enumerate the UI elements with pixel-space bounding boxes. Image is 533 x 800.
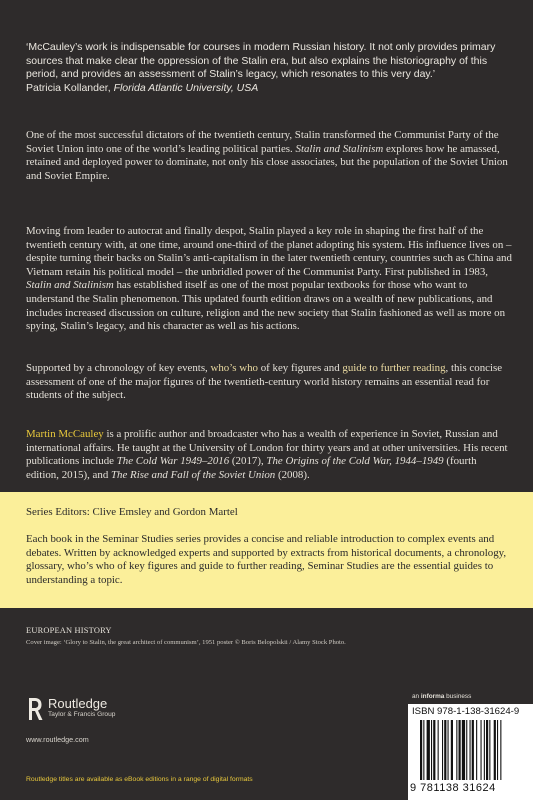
barcode-bar — [431, 720, 432, 780]
barcode-bars — [420, 720, 530, 782]
description-paragraph-1: One of the most successful dictators of the twentieth century, Stalin transformed the Communist Party of the Soviet Union into one of the world’s leading political parties. Stalin and Stalinism explores how he amassed, retained and deployed power to dominate, not only his close associates, but the population of the Soviet Union and Soviet Empire. — [26, 129, 508, 182]
author-bio: Martin McCauley is a prolific author and broadcaster who has a wealth of experience in Soviet, Russian and international affairs. He taught at the University of London for thirty years and at other universities. His recent publications include The Cold War 1949–2016 (2017), The Origins of the Cold War, 1944–1949 (fourth edition, 2015), and The Rise and Fall of the Soviet Union (2008). — [26, 428, 508, 481]
routledge-r-icon — [26, 696, 44, 722]
barcode-bar — [470, 720, 471, 780]
barcode-bar — [444, 720, 446, 780]
barcode-bar — [494, 720, 496, 780]
footer-area — [0, 608, 533, 800]
barcode-bar — [472, 720, 474, 780]
series-description: Each book in the Seminar Studies series provides a concise and reliable introduction to complex events and debates. Written by acknowledged experts and supported by extracts from historical documents, a chronology, glossary, who’s who of key figures and guide to further reading, Seminar Studies are the essential guides to understanding a topic. — [26, 533, 507, 586]
series-info-box — [0, 492, 533, 608]
barcode-bar — [486, 720, 488, 780]
isbn-barcode — [408, 704, 533, 800]
isbn-text: ISBN 978-1-138-31624-9 — [412, 706, 520, 717]
barcode-bar — [451, 720, 453, 780]
barcode-bar — [423, 720, 424, 780]
barcode-bar — [448, 720, 449, 780]
barcode-bar — [442, 720, 443, 780]
publisher-website: www.routledge.com — [26, 735, 89, 744]
barcode-bar — [433, 720, 435, 780]
quote-attribution: Patricia Kollander, Florida Atlantic University, USA — [26, 81, 259, 94]
barcode-bar — [427, 720, 430, 780]
barcode-bar — [489, 720, 490, 780]
barcode-bar — [420, 720, 422, 780]
description-paragraph-3: Supported by a chronology of key events, who’s who of key figures and guide to further reading, this concise assessment of one of the major figures of the twentieth-century world history remains an essential read for students of the subject. — [26, 362, 503, 402]
barcode-bar — [484, 720, 485, 780]
barcode-bar — [481, 720, 482, 780]
category-label: EUROPEAN HISTORY — [26, 626, 112, 635]
barcode-bar — [466, 720, 467, 780]
description-paragraph-2: Moving from leader to autocrat and finally despot, Stalin played a key role in shaping the first half of the twentieth century with, at one time, around one-third of the planet adopting his system. His influence lives on – despite turning their backs on Stalin’s anti-capitalism in the later twentieth century, countries such as China and Vietnam retain his political model – the unbridled power of the Communist Party. First published in 1983, Stalin and Stalinism has established itself as one of the most popular textbooks for those who want to understand the Stalin phenomenon. This updated fourth edition draws on a wealth of new publications, and includes increased discussion on culture, religion and the new society that Stalin fashioned as well as more on spying, Stalin’s legacy, and his character as well as his actions. — [26, 225, 512, 333]
barcode-bar — [456, 720, 457, 780]
barcode-bar — [500, 720, 501, 780]
series-editors: Series Editors: Clive Emsley and Gordon Martel — [26, 506, 238, 518]
barcode-digits: 9 781138 31624 — [410, 782, 496, 794]
barcode-bar — [476, 720, 477, 780]
author-name: Martin McCauley — [26, 428, 104, 440]
quote-text: ‘McCauley’s work is indispensable for courses in modern Russian history. It not only provides primary sources that make clear the oppression of the Stalin era, but also explains the historiography of this period, and provides an assessment of Stalin’s legacy, which resonates to this very day.’ — [26, 41, 496, 80]
barcode-bar — [497, 720, 498, 780]
endorsement-quote — [26, 41, 512, 95]
ebook-note: Routledge titles are available as eBook editions in a range of digital formats — [26, 776, 253, 783]
publisher-name: Routledge — [48, 696, 108, 711]
cover-image-credit: Cover image: ‘Glory to Stalin, the great architect of communism’, 1951 poster © Boris Belopolskii / Alamy Stock Photo. — [26, 639, 346, 646]
barcode-bar — [438, 720, 439, 780]
barcode-bar — [459, 720, 461, 780]
informa-business-label: an informa business — [412, 693, 472, 700]
barcode-bar — [462, 720, 465, 780]
publisher-logo — [26, 696, 166, 732]
publisher-group: Taylor & Francis Group — [48, 711, 116, 718]
